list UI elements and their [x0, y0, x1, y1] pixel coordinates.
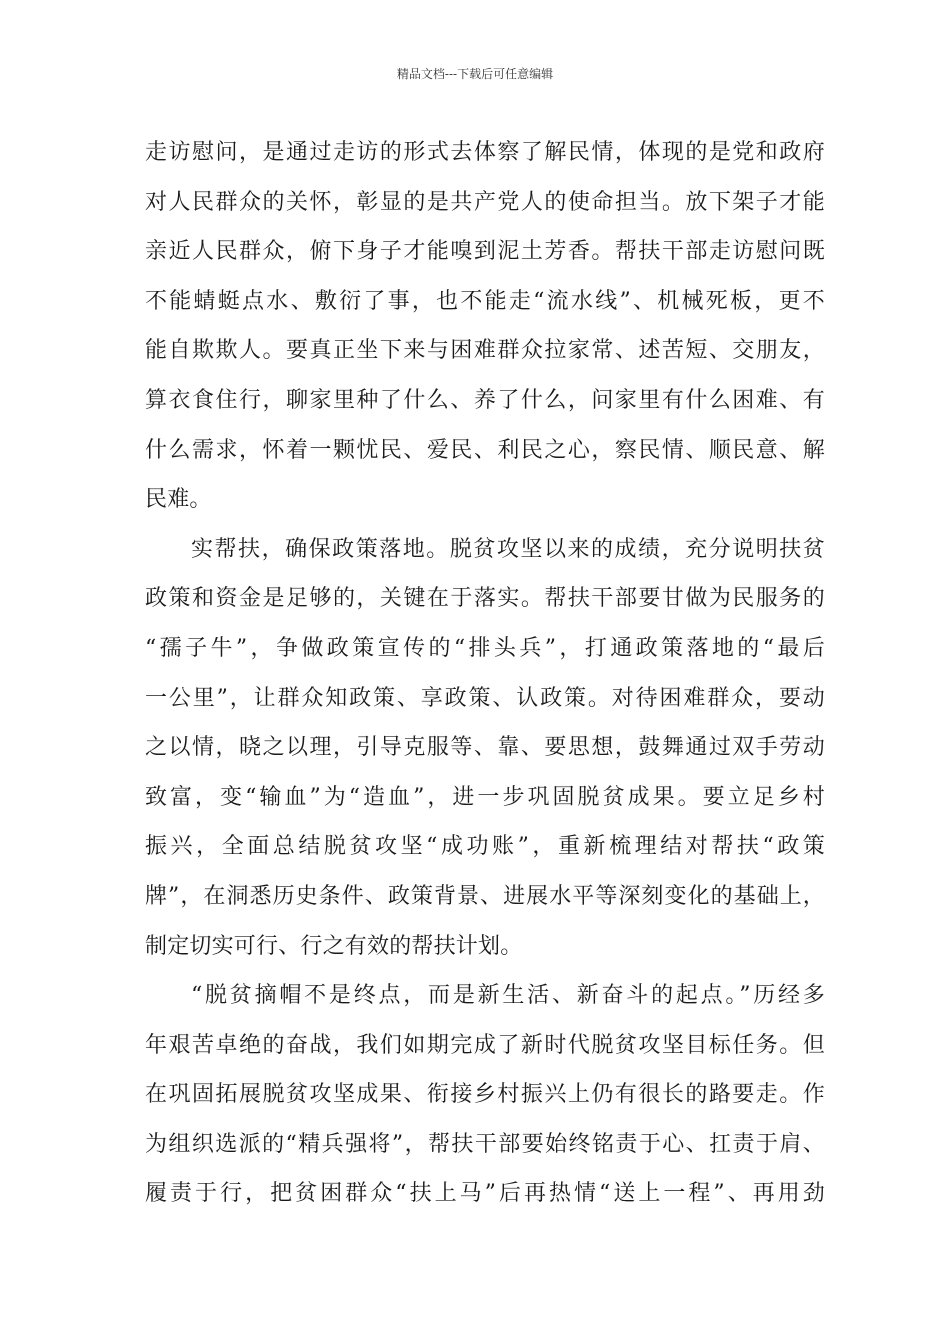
text-line: 制定切实可行、行之有效的帮扶计划。	[145, 933, 523, 959]
text-line: 算衣食住行，聊家里种了什么、养了什么，问家里有什么困难、有	[145, 387, 825, 413]
text-line: 振兴，全面总结脱贫攻坚“成功账”，重新梳理结对帮扶“政策	[145, 834, 825, 860]
text-line: 一公里”，让群众知政策、享政策、认政策。对待困难群众，要动	[145, 685, 825, 711]
text-line: 走访慰问，是通过走访的形式去体察了解民情，体现的是党和政府	[145, 140, 825, 165]
document-body	[145, 128, 825, 1219]
text-line: 实帮扶，确保政策落地。脱贫攻坚以来的成绩，充分说明扶贫	[191, 536, 825, 562]
text-line: 年艰苦卓绝的奋战，我们如期完成了新时代脱贫攻坚目标任务。但	[145, 1032, 825, 1058]
text-line: 民难。	[145, 487, 212, 513]
text-line: “孺子牛”，争做政策宣传的“排头兵”，打通政策落地的“最后	[145, 635, 825, 661]
text-line: 能自欺欺人。要真正坐下来与困难群众拉家常、述苦短、交朋友，	[145, 338, 825, 364]
text-line: 为组织选派的“精兵强将”，帮扶干部要始终铭责于心、扛责于肩、	[145, 1131, 825, 1157]
paragraph-1	[145, 128, 825, 525]
text-line: 亲近人民群众，俯下身子才能嗅到泥土芳香。帮扶干部走访慰问既	[145, 239, 825, 265]
text-line: 之以情，晓之以理，引导克服等、靠、要思想，鼓舞通过双手劳动	[145, 735, 825, 761]
text-line: 履责于行，把贫困群众“扶上马”后再热情“送上一程”、再用劲	[145, 1181, 825, 1207]
page-header: 精品文档---下载后可任意编辑	[396, 67, 554, 81]
text-line: 致富，变“输血”为“造血”，进一步巩固脱贫成果。要立足乡村	[145, 784, 825, 810]
paragraph-3	[145, 971, 825, 1219]
text-line: 什么需求，怀着一颗忧民、爱民、利民之心，察民情、顺民意、解	[145, 437, 825, 463]
paragraph-2	[145, 525, 825, 971]
text-line: 对人民群众的关怀，彰显的是共产党人的使命担当。放下架子才能	[145, 189, 825, 215]
text-line: 不能蜻蜓点水、敷衍了事，也不能走“流水线”、机械死板，更不	[145, 288, 825, 314]
text-line: 牌”，在洞悉历史条件、政策背景、进展水平等深刻变化的基础上，	[145, 883, 825, 909]
text-line: “脱贫摘帽不是终点，而是新生活、新奋斗的起点。”历经多	[191, 983, 825, 1009]
text-line: 政策和资金是足够的，关键在于落实。帮扶干部要甘做为民服务的	[145, 586, 825, 612]
text-line: 在巩固拓展脱贫攻坚成果、衔接乡村振兴上仍有很长的路要走。作	[145, 1082, 825, 1108]
